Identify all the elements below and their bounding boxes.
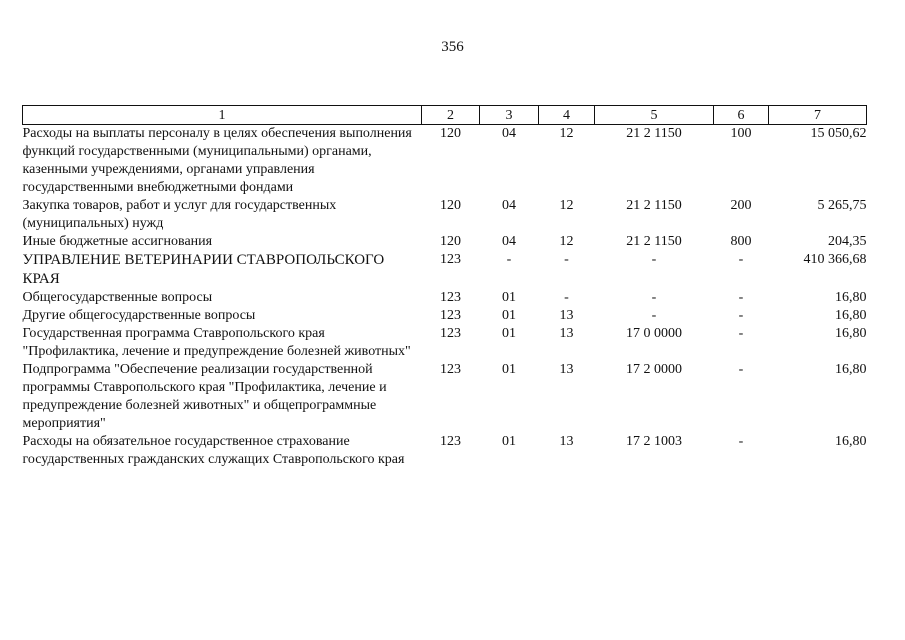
row-code-4: 13 bbox=[559, 326, 574, 341]
column-header: 7 bbox=[769, 106, 867, 125]
row-code-2: 123 bbox=[440, 362, 461, 377]
table-row bbox=[23, 325, 867, 361]
table-row bbox=[23, 233, 867, 251]
row-code-2: 123 bbox=[440, 290, 461, 305]
row-name: Расходы на обязательное государственное страхование государственных гражданских служащих Ставропольского края bbox=[22, 434, 405, 467]
table-row bbox=[23, 197, 867, 233]
row-amount: 204,35 bbox=[828, 234, 867, 249]
row-code-6: - bbox=[738, 362, 744, 377]
row-code-3: 04 bbox=[502, 198, 516, 213]
column-header: 4 bbox=[539, 106, 595, 125]
row-code-5: 17 2 1003 bbox=[626, 434, 682, 449]
row-code-6: 800 bbox=[730, 234, 752, 249]
row-code-5: 17 0 0000 bbox=[626, 326, 682, 341]
row-code-5: - bbox=[651, 308, 657, 323]
row-amount: 410 366,68 bbox=[803, 252, 867, 267]
row-code-3: 01 bbox=[502, 362, 516, 377]
row-code-2: 123 bbox=[440, 434, 461, 449]
row-code-2: 120 bbox=[440, 234, 461, 249]
section-title: УПРАВЛЕНИЕ ВЕТЕРИНАРИИ СТАВРОПОЛЬСКОГО КРАЯ bbox=[22, 252, 385, 287]
row-code-3: - bbox=[506, 252, 512, 267]
row-code-5: - bbox=[651, 290, 657, 305]
row-code-5: 17 2 0000 bbox=[626, 362, 682, 377]
row-name: Общегосударственные вопросы bbox=[22, 290, 213, 305]
column-header: 6 bbox=[714, 106, 769, 125]
row-code-4: 12 bbox=[559, 198, 574, 213]
row-code-6: - bbox=[738, 252, 744, 267]
column-header: 1 bbox=[23, 106, 422, 125]
column-header: 2 bbox=[422, 106, 480, 125]
row-code-6: - bbox=[738, 308, 744, 323]
row-code-6: 100 bbox=[730, 126, 752, 141]
row-code-5: - bbox=[651, 252, 657, 267]
table-row bbox=[23, 289, 867, 307]
row-name: Иные бюджетные ассигнования bbox=[22, 234, 213, 249]
table-row bbox=[23, 361, 867, 433]
row-code-2: 123 bbox=[440, 308, 461, 323]
row-code-4: - bbox=[564, 290, 569, 305]
row-code-4: 13 bbox=[559, 308, 574, 323]
column-header: 5 bbox=[595, 106, 714, 125]
row-code-6: - bbox=[738, 434, 744, 449]
row-amount: 16,80 bbox=[835, 326, 867, 341]
row-code-5: 21 2 1150 bbox=[626, 198, 682, 213]
row-name: Другие общегосударственные вопросы bbox=[22, 308, 256, 323]
row-code-4: - bbox=[564, 252, 569, 267]
row-code-3: 01 bbox=[502, 308, 516, 323]
row-code-3: 01 bbox=[502, 434, 516, 449]
row-amount: 16,80 bbox=[835, 362, 867, 377]
table-row bbox=[23, 433, 867, 469]
row-name: Государственная программа Ставропольского края "Профилактика, лечение и предупреждение болезней животных" bbox=[22, 326, 411, 359]
row-code-3: 01 bbox=[502, 290, 516, 305]
row-amount: 15 050,62 bbox=[810, 126, 867, 141]
budget-table bbox=[22, 105, 867, 469]
row-code-4: 13 bbox=[559, 362, 574, 377]
table-row bbox=[23, 307, 867, 325]
row-amount: 16,80 bbox=[835, 434, 867, 449]
row-code-2: 120 bbox=[440, 198, 461, 213]
row-name: Подпрограмма "Обеспечение реализации государственной программы Ставропольского края "Профилактика, лечение и предупреждение болезней животных" и общепрограммные мероприятия" bbox=[22, 362, 387, 431]
row-code-2: 120 bbox=[440, 126, 461, 141]
column-header: 3 bbox=[480, 106, 539, 125]
row-code-4: 12 bbox=[559, 234, 574, 249]
row-code-2: 123 bbox=[440, 252, 461, 267]
row-code-3: 04 bbox=[502, 234, 516, 249]
row-code-5: 21 2 1150 bbox=[626, 126, 682, 141]
row-code-5: 21 2 1150 bbox=[626, 234, 682, 249]
table-header-row bbox=[23, 106, 867, 125]
row-amount: 5 265,75 bbox=[817, 198, 867, 213]
row-code-4: 13 bbox=[559, 434, 574, 449]
row-name: Закупка товаров, работ и услуг для государственных (муниципальных) нужд bbox=[22, 198, 337, 231]
row-code-2: 123 bbox=[440, 326, 461, 341]
table-row bbox=[23, 125, 867, 198]
row-code-6: - bbox=[738, 326, 744, 341]
row-name: Расходы на выплаты персоналу в целях обеспечения выполнения функций государственными (муниципальными) органами, казенными учреждениями, органами управления государственными внебюджетными фондами bbox=[22, 126, 412, 195]
row-code-3: 01 bbox=[502, 326, 516, 341]
row-code-3: 04 bbox=[502, 126, 516, 141]
row-amount: 16,80 bbox=[835, 290, 867, 305]
page-number: 356 bbox=[441, 39, 464, 55]
row-code-6: - bbox=[738, 290, 744, 305]
row-code-4: 12 bbox=[559, 126, 574, 141]
table-row-section bbox=[23, 251, 867, 289]
row-amount: 16,80 bbox=[835, 308, 867, 323]
row-code-6: 200 bbox=[730, 198, 752, 213]
